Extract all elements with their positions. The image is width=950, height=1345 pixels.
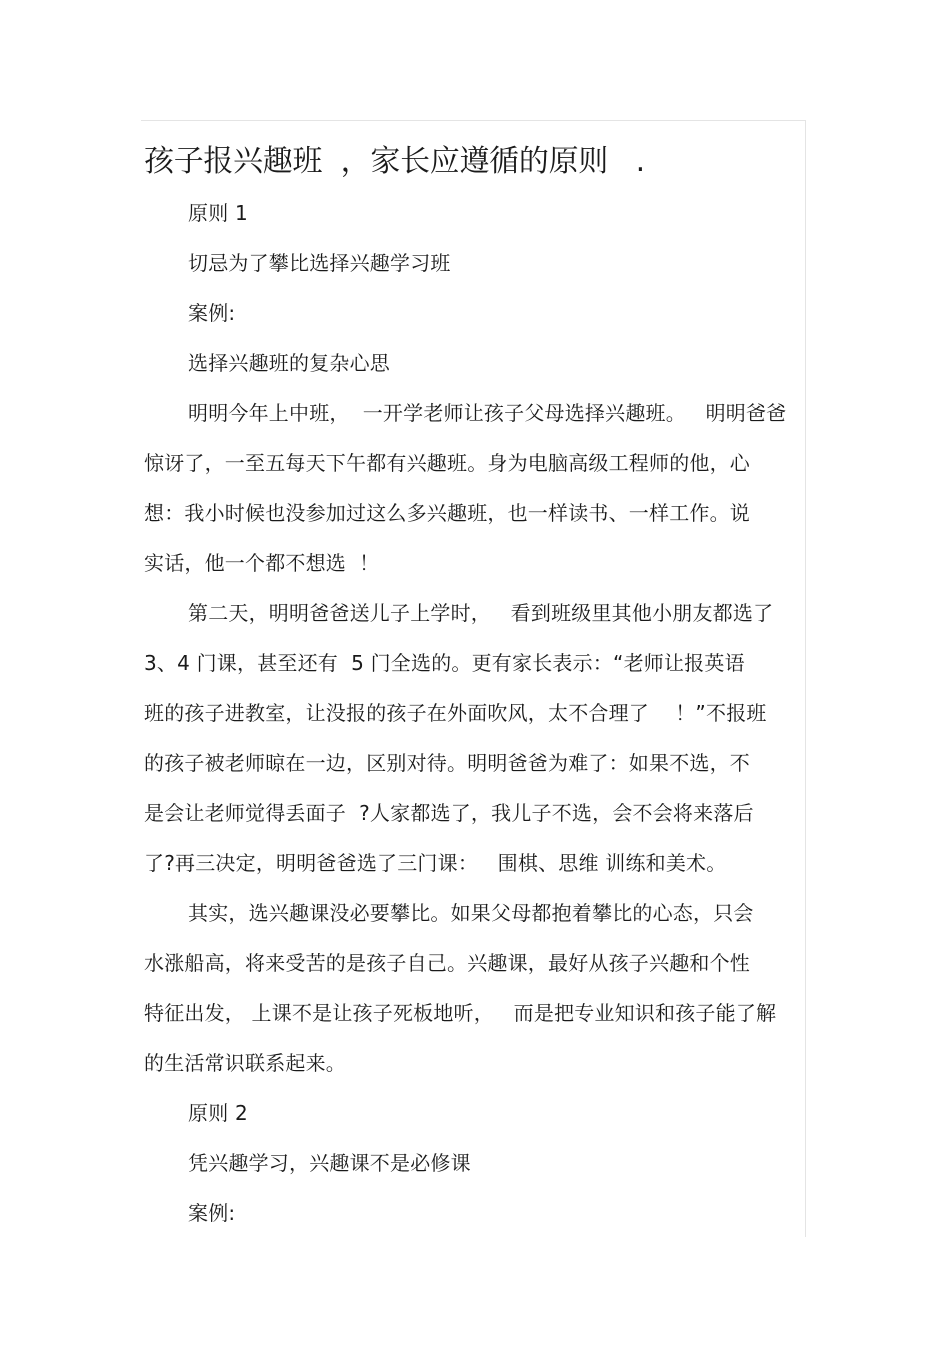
text-line: 其实，选兴趣课没必要攀比。如果父母都抱着攀比的心态，只会 <box>188 901 754 925</box>
text-line: 3、4 门课，甚至还有 5 门全选的。更有家长表示：“老师让报英语 <box>144 651 745 675</box>
text-line: 惊讶了，一至五每天下午都有兴趣班。身为电脑高级工程师的他，心 <box>144 451 750 475</box>
text-line: 选择兴趣班的复杂心思 <box>188 351 390 375</box>
text-line: 案例: <box>188 1201 236 1225</box>
text-line: 凭兴趣学习，兴趣课不是必修课 <box>188 1151 471 1175</box>
text-line: 明明今年上中班， 一开学老师让孩子父母选择兴趣班。 明明爸爸 <box>188 401 787 425</box>
text-line: 原则 1 <box>188 201 248 225</box>
text-line: 班的孩子进教室，让没报的孩子在外面吹风，太不合理了 ！”不报班 <box>144 701 767 725</box>
paragraph-lines <box>144 188 806 1238</box>
text-line: 实话，他一个都不想选 ！ <box>144 551 380 575</box>
text-line: 是会让老师觉得丢面子 ?人家都选了，我儿子不选，会不会将来落后 <box>144 801 754 825</box>
document-title: 孩子报兴趣班 ，家长应遵循的原则 . <box>144 144 645 179</box>
text-line: 原则 2 <box>188 1101 248 1125</box>
text-line: 的生活常识联系起来。 <box>144 1051 346 1075</box>
text-line: 水涨船高，将来受苦的是孩子自己。兴趣课，最好从孩子兴趣和个性 <box>144 951 750 975</box>
text-line: 特征出发， 上课不是让孩子死板地听， 而是把专业知识和孩子能了解 <box>144 1001 777 1025</box>
text-line: 想：我小时候也没参加过这么多兴趣班，也一样读书、一样工作。说 <box>144 501 750 525</box>
document-body <box>144 136 806 1238</box>
text-line: 第二天，明明爸爸送儿子上学时， 看到班级里其他小朋友都选了 <box>188 601 774 625</box>
text-line: 案例: <box>188 301 236 325</box>
text-line: 了?再三决定，明明爸爸选了三门课： 围棋、思维 训练和美术。 <box>144 851 727 875</box>
text-line: 切忌为了攀比选择兴趣学习班 <box>188 251 451 275</box>
text-line: 的孩子被老师晾在一边，区别对待。明明爸爸为难了：如果不选，不 <box>144 751 750 775</box>
